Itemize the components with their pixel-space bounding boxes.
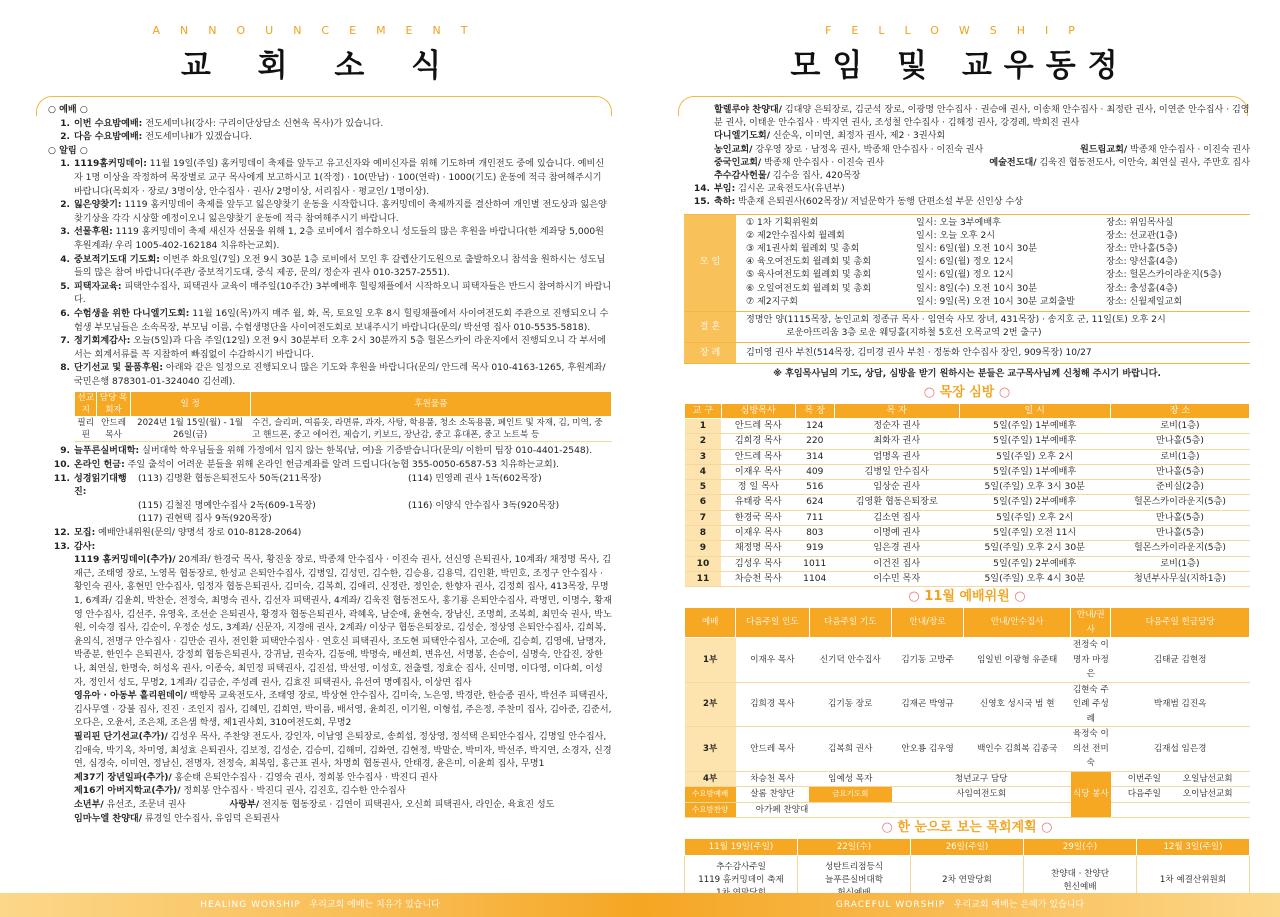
table-cell: 임상순 권사 (834, 480, 959, 495)
item-number: 5. (60, 281, 70, 292)
table-cell: 409 (795, 464, 834, 479)
table-cell: 3부 (685, 727, 736, 772)
table-cell: 5일(주일) 오전 11시 (959, 526, 1110, 541)
table-cell: 김영환 협동은퇴장로 (834, 495, 959, 510)
item-text: 이번 수요밤예배: 전도세미나Ⅰ(강사: 구리이단상담소 신현욱 목사)가 있습니다. (74, 118, 384, 129)
table-row (685, 682, 1250, 727)
table-header: 후원물품 (250, 392, 611, 417)
table-cell: 사임여전도회 (892, 787, 1071, 803)
worship-heading: ○ 예배 ○ (48, 105, 88, 115)
worship-committee-title: ○ 11월 예배위원 ○ (908, 589, 1026, 605)
table-cell: 차승천 목사 (736, 771, 809, 787)
bible-entry: (115) 김철진 명예안수집사 2독(609-1목장) (138, 500, 316, 511)
meeting-row (746, 243, 1250, 256)
table-cell: 김태균 김현정 (1111, 638, 1250, 683)
table-row (685, 541, 1250, 556)
funeral-text: 김미영 권사 부친(514목장, 김미경 권사 부친 · 정동화 안수집사 장인, 909목장) 10/27 (746, 348, 1092, 359)
cafe-cell: 이번주일 오일남선교회 (1111, 771, 1250, 787)
table-cell: 5일(주일) 오후 3시 30분 (959, 480, 1110, 495)
mission-table (74, 391, 612, 442)
table-cell: 만나홀(5층) (1110, 526, 1249, 541)
item-text: 1119홈커밍데이: 11월 19일(주일) 홈커밍데이 축제를 앞두고 유고신자와 예비신자를 위해 기도하며 개인전도 중에 있습니다. 예비신자 1명 이상을 작정하여 목장별로 교구 목사에게 보고하시고 1(작정) · 10(만남) · 100(연락) · 1000(기도) 운동에 적극 참여해주시기 바랍니다(목회자 · 장로/ 3명이상, 안수집사 · 권사/ 2명이상, 서리집사 · 평교인/ 1명이상). (74, 159, 605, 197)
table-cell: 박재범 김진옥 (1111, 682, 1250, 727)
table-cell: 정순자 권사 (834, 418, 959, 433)
table-cell: 124 (795, 418, 834, 433)
table-cell: 김기동 장로 (809, 682, 892, 727)
meeting-time: 일시: 6일(월) 정오 12시 (916, 257, 1014, 268)
meeting-time: 일시: 오늘 오후 2시 (916, 230, 996, 241)
table-row (685, 727, 1250, 772)
thanks-entry: 소년부/ 유선조, 조문녀 권사 (74, 799, 186, 810)
fellowship-entry: 중국인교회/ 박종채 안수집사 · 이진숙 권사 (714, 157, 885, 168)
plan-cell: 성탄트리점등식 늘푸른실버대학 (798, 856, 911, 906)
bullet-icon: ○ (908, 589, 925, 605)
plan-cell: 추수감사주일 1119 홈커밍데이 축제 (685, 856, 798, 906)
meeting-name: ③ 제1권사회 월례회 및 총회 (746, 244, 860, 255)
meeting-place: 장소: 선교관(1층) (1106, 230, 1178, 241)
item-number: 1. (60, 118, 70, 129)
table-cell: 7 (685, 510, 722, 525)
item-number: 8. (60, 363, 70, 374)
table-cell: 5일(주일) 1부예배후 (959, 434, 1110, 449)
funeral-box (684, 342, 1250, 364)
table-cell: 711 (795, 510, 834, 525)
notice-item (44, 335, 612, 362)
page-title: 모임 및 교우동정 (790, 48, 1130, 84)
table-cell: 안드레 목사 (721, 418, 795, 433)
meeting-place: 장소: 위임목사실 (1106, 217, 1174, 228)
table-row (685, 449, 1250, 464)
table-cell: 임예성 목자 (809, 771, 892, 787)
wedding-text (736, 312, 1250, 342)
item-number: 9. (60, 446, 70, 457)
table-header: 교 구 (685, 403, 722, 418)
table-cell: 5 (685, 480, 722, 495)
table-header: 12월 3일(주일) (1137, 839, 1250, 856)
table-cell: 9 (685, 541, 722, 556)
notice-item (684, 196, 1250, 209)
table-cell: 안드레 목사 (721, 449, 795, 464)
table-cell (1111, 802, 1250, 818)
meeting-row (746, 269, 1250, 282)
item-number: 13. (53, 541, 70, 552)
page-title: 교 회 소 식 (180, 48, 460, 84)
announcement-content (44, 104, 612, 826)
item-text: 중보적기도대 기도회: 이번주 화요일(7일) 오전 9시 30분 1층 로비에서 모인 후 갈렙산기도원으로 출발하오니 참석을 원하시는 성도님들의 많은 참여 바랍니다(주관/ 중보적기도대, 중식 제공, 문의/ 정순자 권사 010-3257-2551). (74, 254, 606, 279)
notice-item (44, 281, 612, 308)
table-row (685, 802, 1250, 818)
meeting-row (746, 217, 1250, 230)
meetings-box (684, 214, 1250, 311)
table-cell: 김재곤 박영규 (892, 682, 964, 727)
table-cell: 4부 (685, 771, 736, 787)
table-cell: 김병일 안수집사 (834, 464, 959, 479)
fellowship-row (714, 144, 1250, 157)
bible-entry: (114) 민영례 권사 1독(602목장) (408, 473, 542, 484)
table-cell: 신기덕 안수집사 (809, 638, 892, 683)
notice-item (44, 254, 612, 281)
meeting-name: ④ 육오여전도회 월례회 및 총회 (746, 257, 872, 268)
table-header: 선교지 (75, 392, 97, 417)
table-row (75, 417, 612, 442)
table-cell: 803 (795, 526, 834, 541)
bullet-icon: ○ (1009, 589, 1026, 605)
table-cell: 육정숙 이의선 전미숙 (1071, 727, 1111, 772)
meetings-list (736, 215, 1250, 311)
notice-item (44, 527, 612, 541)
table-header: 장 소 (1110, 403, 1249, 418)
item-text: 잃은양찾기: 1119 홈커밍데이 축제를 앞두고 잃은양찾기 운동을 시작합니다. 홈커밍데이 축제까지를 결산하여 개인별 전도상과 잃은양찾기상을 각각 시상할 예정이오니 잃은양찾기 운동에 적극 참여해주시기 바랍니다. (74, 200, 607, 224)
meeting-place: 장소: 만나홀(5층) (1106, 244, 1178, 255)
table-header: 11월 19일(주일) (685, 839, 798, 856)
table-cell: 필리핀 (75, 417, 97, 442)
table-row (685, 418, 1250, 433)
table-cell: 5일(주일) 오후 2시 30분 (959, 541, 1110, 556)
fellowship-entry: 예술전도대/ 김욱진 협동전도사, 이안숙, 최연실 권사, 주만호 집사 (989, 157, 1250, 168)
bible-list (74, 473, 612, 527)
table-cell: 이재우 목사 (736, 638, 809, 683)
table-cell: 10 (685, 556, 722, 571)
table-cell: 로비(1층) (1110, 556, 1249, 571)
bible-row (74, 500, 612, 514)
item-number: 15. (693, 197, 710, 208)
table-cell: 수건, 슬리퍼, 여름옷, 라면류, 과자, 사탕, 학용품, 청소 소독용품, 페인트 및 자재, 김, 미역, 중고 핸드폰, 중고 에어컨, 제습기, 키보드, 장난감, 중고 휴대폰, 중고 노트북 등 (250, 417, 611, 442)
fellowship-entry: 원드림교회/ 박종채 안수집사 · 이진숙 권사 (1079, 144, 1250, 155)
table-cell: 김기동 고방주 (892, 638, 964, 683)
table-cell: 김성우 목사 (721, 556, 795, 571)
table-cell: 김소연 집사 (834, 510, 959, 525)
meeting-row (746, 256, 1250, 269)
meeting-name: ② 제2안수집사회 월례회 (746, 230, 845, 241)
meeting-time: 일시: 8일(수) 오전 10시 30분 (916, 283, 1037, 294)
table-cell: 김재섭 임은경 (1111, 727, 1250, 772)
table-cell: 청년교구 담당 (892, 771, 1071, 787)
table-cell: 2부 (685, 682, 736, 727)
friday-tag: 금요기도회 (809, 787, 892, 803)
table-cell: 한경국 목사 (721, 510, 795, 525)
thanks-entry: 사랑부/ 전지동 협동장로 · 김연이 피택권사, 오신희 피택권사, 라인순, 육효진 성도 (229, 799, 555, 810)
page-footer: HEALING WORSHIP 우리교회 예배는 치유가 있습니다 (0, 893, 640, 917)
table-cell: 11 (685, 571, 722, 586)
table-cell: 3 (685, 449, 722, 464)
item-text: 선물후원: 1119 홈커밍데이 축제 새신자 선물을 위해 1, 2층 로비에서 접수하오니 성도들의 많은 후원을 바랍니다(한 계좌당 5,000원 후원계좌/ 우리 1005-402-162184 치유하는교회). (74, 227, 604, 251)
bible-entry: (117) 권현택 집사 9독(920목장) (138, 514, 272, 525)
meeting-name: ① 1차 기획위원회 (746, 217, 819, 228)
wednesday-praise-tag: 수요밤찬양 (685, 802, 736, 818)
thanks-row (44, 799, 612, 813)
worship-committee-table (684, 607, 1250, 818)
table-cell: 채정명 목사 (721, 541, 795, 556)
notice-item (44, 445, 612, 459)
table-row (685, 434, 1250, 449)
table-cell: 5일(주일) 오후 2시 (959, 449, 1110, 464)
funeral-label: 장 례 (684, 343, 736, 363)
table-cell: 안오룡 김우영 (892, 727, 964, 772)
table-cell: 1 (685, 418, 722, 433)
section-eyebrow: FELLOWSHIP (825, 24, 1095, 37)
wedding-line: 로운아뜨리움 3층 로운 웨딩홀(지하철 5호선 오목교역 2번 출구) (786, 328, 1042, 339)
table-header: 담당 목회자 (97, 392, 130, 417)
item-number: 14. (693, 184, 710, 195)
table-cell: 1011 (795, 556, 834, 571)
thanks-entry: 필리핀 단기선교(추가)/ 김성우 목사, 주찬양 전도사, 강인자, 이남영 은퇴장로, 송희섭, 정상영, 정석택 은퇴안수집사, 김명일 안수집사, 김애숙, 박기옥, 차미영, 최성효 은퇴권사, 김보정, 김성순, 김승미, 김해미, 김화연, 김현정, 박말순, 박미자, 박선주, 박지연, 소경자, 신경연, 심경숙, 이미연, 정남신, 전명자, 전정숙, 최복임, 홍근표 권사, 차명희 협동권사, 안태경, 윤은미, 이윤희 집사, 무명1 (74, 731, 612, 770)
meeting-name: ⑥ 오일여전도회 월례회 및 총회 (746, 283, 872, 294)
notice-item (44, 158, 612, 199)
table-cell: 8 (685, 526, 722, 541)
table-row (685, 464, 1250, 479)
table-row (685, 638, 1250, 683)
meeting-row (746, 283, 1250, 296)
table-cell: 5일(주일) 1부예배후 (959, 418, 1110, 433)
table-cell: 헐몬스카이라운지(5층) (1110, 495, 1249, 510)
table-header: 예배 (685, 608, 736, 638)
item-number: 4. (60, 254, 70, 265)
table-cell: 5일(주일) 2부예배후 (959, 495, 1110, 510)
table-row (685, 556, 1250, 571)
table-header: 다음주일 인도 (736, 608, 809, 638)
table-header: 목 자 (834, 403, 959, 418)
table-cell: 2024년 1월 15일(월) - 1월 26일(금) (130, 417, 250, 442)
table-cell: 로비(1층) (1110, 418, 1249, 433)
table-cell: 만나홀(5층) (1110, 434, 1249, 449)
meeting-row (746, 230, 1250, 243)
wedding-label: 결 혼 (684, 312, 736, 342)
note: ※ 후임목사님의 기도, 상담, 심방을 받기 원하시는 분들은 교구목사님께 신청해 주시기 바랍니다. (773, 369, 1161, 380)
bible-row: 성경읽기대행진: (113) 김명환 협동은퇴전도사 50독(211목장) (114) 민영례 권사 1독(602목장) (74, 473, 612, 500)
table-cell: 엄명옥 권사 (834, 449, 959, 464)
table-cell: 이명예 권사 (834, 526, 959, 541)
wedding-line: 정명안 양(1115목장, 농인교회 정종규 목사 · 임연숙 사모 장녀, 431목장) · 송지호 군, 11일(토) 오후 2시 (746, 315, 1166, 326)
fellowship-entry: 농인교회/ 강우영 장로 · 남정옥 권사, 박종채 안수집사 · 이진숙 권사 (714, 144, 984, 155)
table-row (685, 495, 1250, 510)
table-header: 목 장 (795, 403, 834, 418)
meeting-place: 장소: 충성홀(4층) (1106, 283, 1178, 294)
section-eyebrow: ANNOUNCEMENT (152, 24, 488, 37)
table-cell: 준비실(2층) (1110, 480, 1249, 495)
table-cell: 1부 (685, 638, 736, 683)
table-cell: 2 (685, 434, 722, 449)
item-text: 축하: 박춘재 은퇴권사(602목장)/ 저널문학가 동행 단편소설 부문 신인상 수상 (714, 197, 1024, 208)
table-cell: 아가페 찬양대 (736, 802, 1071, 818)
meeting-time: 일시: 오늘 3부예배후 (916, 217, 1001, 228)
thanks-entry: 1119 홈커밍데이(추가)/ 20계좌/ 한경국 목사, 황진웅 장로, 박종채 안수집사 · 이진숙 권사, 선신영 은퇴권사, 10계좌/ 채정명 목사, 김재근, 조태영 장로, 노영목 협동장로, 한성교 은퇴안수집사, 김병일, 김성민, 김수한, 김승용, 김용덕, 김인환, 박민호, 조정구 안수집사 · 황인숙 권사, 홍현민 안수집사, 임정자 협동은퇴권사, 김미숙, 김복희, 김애리, 신정란, 정인순, 한향자 권사, 김정희 집사, 413목장, 무명1, 6계좌/ 김윤희, 박찬순, 전정숙, 최명숙 권사, 김선자 피택권사, 4계좌/ 김욱진 협동전도사, 홍기룡 은퇴안수집사, 곽명민, 이명수, 황재영 안수집사, 김선주, 유영옥, 조선순 은퇴권사, 황경자 협동은퇴권사, 곽혜옥, 남순애, 윤현숙, 장남신, 조명희, 조복희, 최민숙 권사, 박노원, 이숙경 집사, 김순이, 우정순 성도, 3계좌/ 신문자, 지경애 권사, 2계좌/ 이상구 협동은퇴장로, 김성순, 정상영 은퇴안수집사, 김희복, 윤의식, 전명구 안수집사 · 김만순 권사, 전인환 피택안수집사 · 연호신 피택권사, 조도현 피택안수집사, 고순애, 김승희, 김영애, 남명자, 박종분, 한인수 은퇴권사, 강정희 협동은퇴권사, 강귀남, 권숙자, 김동애, 박명숙, 배선희, 변유선, 서명봉, 손승이, 심명숙, 안갑진, 장한나, 최연실, 한명숙, 허성옥 권사, 이종숙, 최민정 피택권사, 김진섭, 박선영, 이성호, 전출렬, 정효순 집사, 신미명, 이다영, 이다희, 이성자, 정인서 성도, 무명2, 1계좌/ 김금순, 주성례 권사, 김효진 피택권사, 유선여 명예집사, 이상면 집사 (74, 555, 612, 688)
worship-item (44, 118, 612, 132)
meeting-name: ⑦ 제2지구회 (746, 296, 798, 307)
worship-item (44, 131, 612, 145)
meeting-place: 장소: 양선홀(4층) (1106, 257, 1178, 268)
table-header: 일 시 (959, 403, 1110, 418)
thanks-entry: 제16기 아버지학교(추가)/ 정희봉 안수집사 · 박진디 권사, 김진호, 김수한 안수집사 (74, 786, 406, 797)
table-header: 26일(주일) (911, 839, 1024, 856)
table-cell: 이건진 집사 (834, 556, 959, 571)
table-row (685, 571, 1250, 586)
table-cell: 1104 (795, 571, 834, 586)
table-cell: 만나홀(5층) (1110, 464, 1249, 479)
table-cell: 4 (685, 464, 722, 479)
notice-item (44, 459, 612, 473)
table-cell: 백인수 김희복 김종국 (964, 727, 1071, 772)
fellowship-entry: 추수감사헌물/ 김수응 집사, 420목장 (714, 171, 861, 182)
notice-heading: ○ 알림 ○ (48, 145, 88, 156)
table-cell: 신영호 성시국 범 현 (964, 682, 1071, 727)
table-cell: 5일(주일) 오후 4시 30분 (959, 571, 1110, 586)
item-text: 모집: 예배안내위원(문의/ 양명석 장로 010-8128-2064) (74, 528, 302, 539)
table-cell: 유태광 목사 (721, 495, 795, 510)
wedding-box (684, 311, 1250, 342)
item-text: 부임: 김시온 교육전도사(유년부) (714, 184, 845, 195)
item-number: 2. (60, 200, 70, 211)
item-number: 2. (60, 132, 70, 143)
cafe-label: 식당 봉사 (1071, 771, 1111, 818)
table-cell: 5일(주일) 2부예배후 (959, 556, 1110, 571)
fellowship-entry: 다니엘기도회/ 신순옥, 이미연, 최정자 권사, 제2 · 3권사회 (714, 131, 946, 142)
table-cell: 이수민 목자 (834, 571, 959, 586)
plan-cell: 1차 예결산위원회 (1137, 856, 1250, 906)
bullet-icon: ○ (881, 820, 898, 836)
fellowship-content (684, 104, 1250, 906)
wednesday-tag: 수요밤예배 (685, 787, 736, 803)
fellowship-entry: 할렐루야 찬양대/ 김대양 은퇴장로, 김군석 장로, 이광명 안수집사 · 권승애 권사, 이송채 안수집사 · 최정란 권사, 이연준 안수집사 · 김영분 권사, 이태운 안수집사 · 박지연 권사, 조성철 안수집사 · 김해정 권사, 강경례, 박희진 권사 (714, 105, 1250, 129)
table-cell: 만나홀(5층) (1110, 510, 1249, 525)
plan-title: ○ 한 눈으로 보는 목회계획 ○ (881, 820, 1053, 836)
table-header: 22일(수) (798, 839, 911, 856)
bible-entry: (113) 김명환 협동은퇴전도사 50독(211목장) (138, 473, 322, 484)
table-row (685, 480, 1250, 495)
bible-entry: (116) 이양식 안수집사 3독(920목장) (408, 500, 560, 511)
table-cell: 5일(주일) 1부예배후 (959, 464, 1110, 479)
bullet-icon: ○ (923, 384, 940, 400)
bible-row (74, 513, 612, 527)
notice-item (44, 308, 612, 335)
table-cell: 안드레 목사 (736, 727, 809, 772)
bullet-icon: ○ (1036, 820, 1053, 836)
table-cell: 로비(1층) (1110, 449, 1249, 464)
table-cell: 살롬 찬양단 (736, 787, 809, 803)
table-header: 일 정 (130, 392, 250, 417)
table-cell: 김희경 목사 (721, 434, 795, 449)
item-number: 1. (60, 159, 70, 170)
thanks-entry: 제37기 장년일파(추가)/ 홍순태 은퇴안수집사 · 김영숙 권사, 정희봉 안수집사 · 박진디 권사 (74, 772, 438, 783)
item-number: 7. (60, 336, 70, 347)
table-cell: 김희경 목사 (736, 682, 809, 727)
table-header: 다음주일 기도 (809, 608, 892, 638)
table-cell: 차승천 목사 (721, 571, 795, 586)
item-text: 정기회계감사: 오늘(5일)과 다음 주일(12일) 오전 9시 30분부터 오후 2시 30분까지 5층 헐몬스카이 라운지에서 진행되오니 각 부서에서는 회계서류를 꼭 지참하여 빠짐없이 수감하시기 바랍니다. (74, 336, 606, 360)
thanks-heading (44, 541, 612, 555)
item-text: 피택자교육: 피택안수집사, 피택권사 교육이 매주일(10주간) 3부예배후 힐링채플에서 시작하오니 피택자들은 반드시 참여하시기 바랍니다. (74, 281, 612, 306)
plan-cell: 2차 연말당회 (911, 856, 1024, 906)
item-number: 6. (60, 308, 70, 319)
table-cell: 이재우 목사 (721, 526, 795, 541)
notice-item (44, 226, 612, 253)
meetings-label: 모 임 (684, 215, 736, 311)
item-number: 10. (53, 460, 70, 471)
fellowship-row (714, 157, 1250, 170)
item-text: 늘푸른실버대학: 실버대학 학우님들을 위해 가정에서 입지 않는 한복(남, 여)을 기증받습니다(문의/ 이한미 팀장 010-4401-2548). (74, 446, 593, 457)
meeting-place: 장소: 헐몬스카이라운지(5층) (1106, 270, 1222, 281)
table-cell: 김현숙 주인례 주성례 (1071, 682, 1111, 727)
plan-cell: 찬양대 · 찬양단 헌신예배 (1024, 856, 1137, 906)
table-cell: 전정숙 이명자 마정은 (1071, 638, 1111, 683)
bullet-icon: ○ (994, 384, 1011, 400)
table-row (685, 771, 1250, 787)
table-header: 심방목사 (721, 403, 795, 418)
cafe-cell: 다음주일 오이남선교회 (1111, 787, 1250, 803)
item-text: 단기선교 및 물품후원: 아래와 같은 일정으로 진행되오니 많은 기도와 후원을 바랍니다(문의/ 안드레 목사 010-4163-1265, 후원계좌/ 국민은행 878301-01-324040 김선례). (74, 363, 606, 387)
visit-table (684, 403, 1250, 588)
table-row (685, 510, 1250, 525)
item-number: 12. (53, 528, 70, 539)
table-header: 안내/장로 (892, 608, 964, 638)
thanks-entry: 영유아 · 아동부 홀리윈데이/ 백향목 교육전도사, 조태영 장로, 박상현 안수집사, 김미숙, 노은영, 박경란, 한승종 권사, 박선주 피택권사, 김사무엘 · 강불 집사, 진진 · 조인지 집사, 김혜민, 김희연, 박이름, 배서영, 윤희진, 이기원, 이형섭, 주은정, 주찬미 집사, 김아준, 김준서, 오다은, 오윤서, 조은채, 조은샘 학생, 제1권사회, 310여전도회, 무명2 (74, 691, 612, 729)
meeting-place: 장소: 신월제일교회 (1106, 296, 1183, 307)
notice-item (44, 362, 612, 389)
table-cell: 헐몬스카이라운지(5층) (1110, 541, 1249, 556)
item-text: 다음 수요밤예배: 전도세미나Ⅱ가 있겠습니다. (74, 132, 253, 143)
table-cell: 624 (795, 495, 834, 510)
item-number: 3. (60, 227, 70, 238)
thanks-entry: 임마누엘 찬양대/ 류경일 안수집사, 유임덕 은퇴권사 (74, 813, 280, 824)
table-cell: 919 (795, 541, 834, 556)
item-text: 온라인 헌금: 주일 출석이 어려운 분들을 위해 온라인 헌금계좌를 알려 드립니다(농협 355-0050-6587-53 치유하는교회). (74, 460, 560, 471)
item-text: 수험생을 위한 다니엘기도회: 11월 16일(목)까지 매주 월, 화, 목, 토요일 오후 8시 힐링채플에서 사이여전도회 주관으로 진행되오니 수험생 부모님들은 소속목장, 부모님 이름, 수험생명단을 사이여전도회로 보내주시기 바랍니다(문의/ 박선영 집사 010-5535-5818). (74, 308, 609, 333)
table-cell: 314 (795, 449, 834, 464)
meeting-time: 일시: 6일(월) 정오 12시 (916, 270, 1014, 281)
table-cell: 안드레 목사 (97, 417, 130, 442)
table-header: 안내/권사 (1071, 608, 1111, 638)
meeting-time: 일시: 6일(월) 오전 10시 30분 (916, 244, 1037, 255)
table-cell: 220 (795, 434, 834, 449)
table-row (685, 787, 1250, 803)
item-number: 11. (53, 473, 70, 484)
table-cell: 6 (685, 495, 722, 510)
table-cell: 5일(주일) 오후 2시 (959, 510, 1110, 525)
meeting-time: 일시: 9일(목) 오전 10시 30분 교회출발 (916, 296, 1075, 307)
visit-title: ○ 목장 심방 ○ (923, 384, 1011, 400)
item-text: 감사: (74, 541, 96, 552)
table-header: 안내/안수집사 (964, 608, 1071, 638)
table-cell: 정 일 목사 (721, 480, 795, 495)
table-cell: 청년부사무실(지하1층) (1110, 571, 1249, 586)
fellowship-lines (684, 104, 1250, 183)
fellowship-page (640, 0, 1280, 917)
table-row (685, 526, 1250, 541)
notice-item (44, 199, 612, 226)
table-cell: 516 (795, 480, 834, 495)
table-header: 다음주일 헌금담당 (1111, 608, 1250, 638)
table-header: 29일(수) (1024, 839, 1137, 856)
bible-reading (44, 473, 612, 527)
meeting-row (746, 296, 1250, 309)
table-cell: 임은경 권사 (834, 541, 959, 556)
table-cell: 임일빈 이광형 유준태 (964, 638, 1071, 683)
table-cell: 최화자 권사 (834, 434, 959, 449)
meeting-name: ⑤ 육사여전도회 월례회 및 총회 (746, 270, 872, 281)
table-cell: 이재우 목사 (721, 464, 795, 479)
notice-item (684, 183, 1250, 196)
page-footer: GRACEFUL WORSHIP 우리교회 예배는 은혜가 있습니다 (640, 893, 1280, 917)
table-cell: 김복희 권사 (809, 727, 892, 772)
